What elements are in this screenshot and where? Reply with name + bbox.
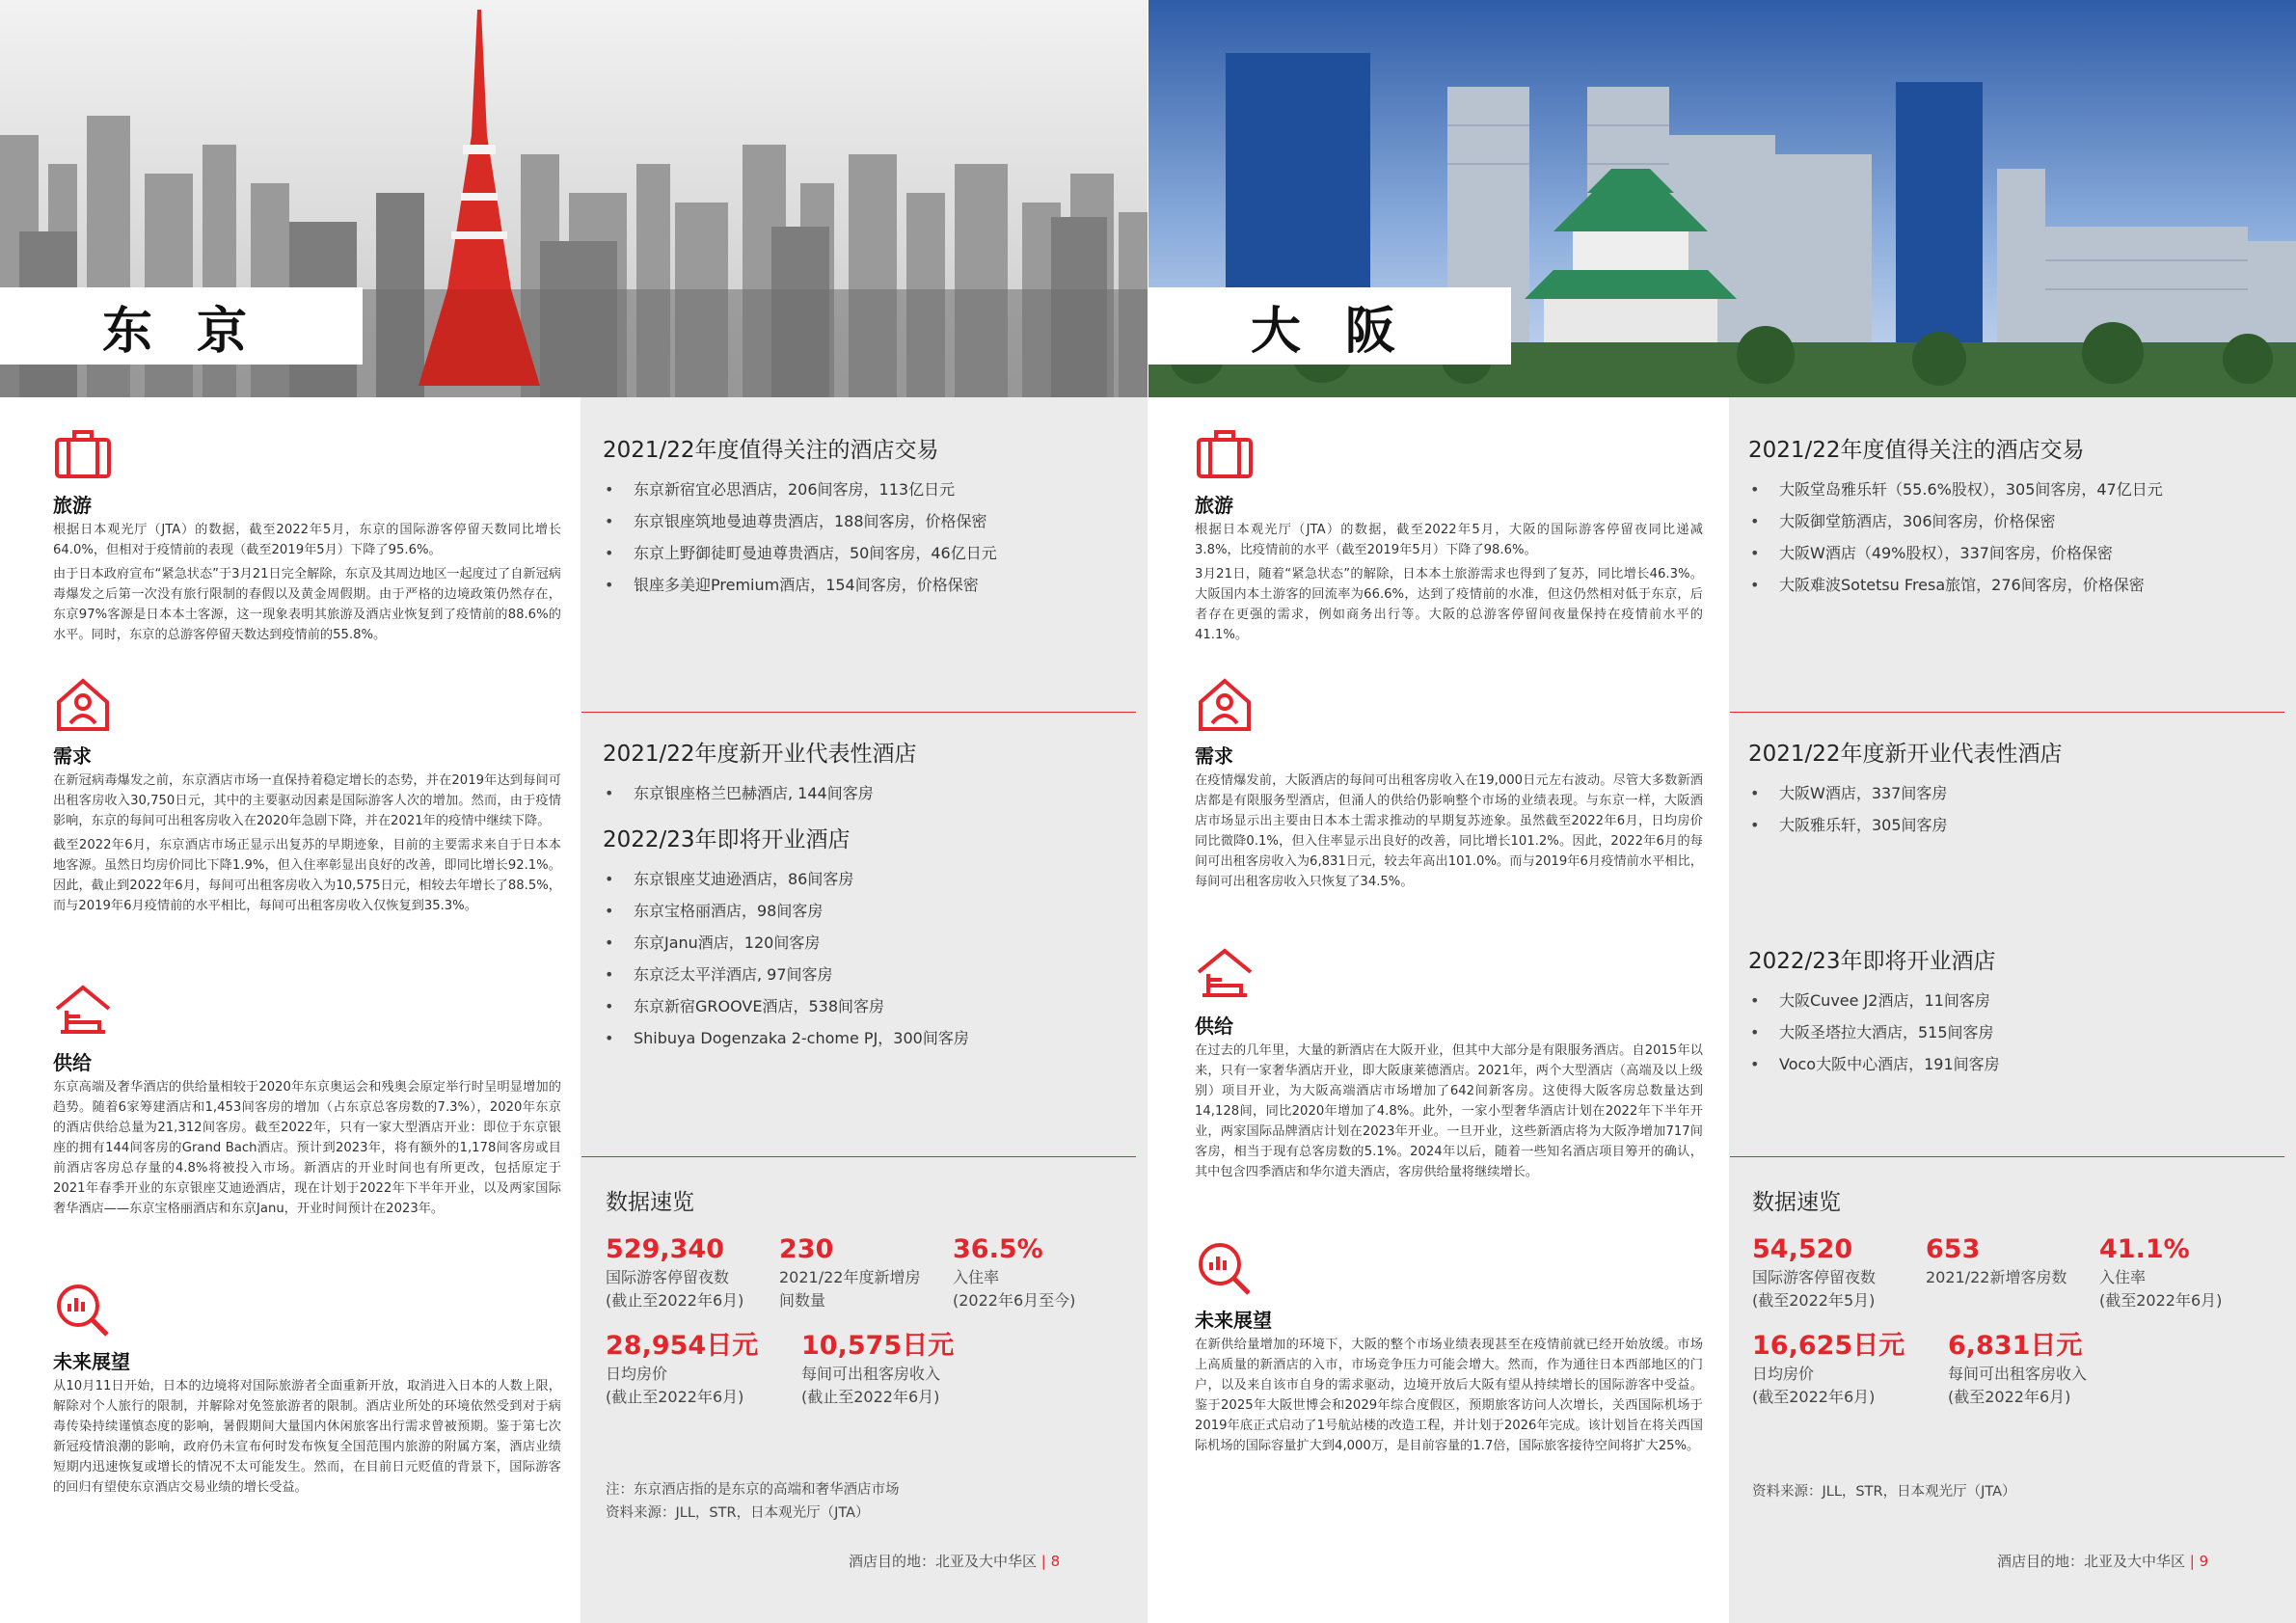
upcoming-title: 2022/23年即将开业酒店 — [603, 827, 851, 852]
demand-section — [53, 675, 561, 982]
outlook-para-1: 在新供给量增加的环境下，大阪的整个市场业绩表现甚至在疫情前就已经开始放缓。市场上高质量的新酒店的入市，市场竞争压力可能会增大。然而，作为通往日本西部地区的门户，以及来自该市自身的需求驱动，边境开放后大阪有望从持续增长的国际游客中受益。鉴于2025年大阪世博会和2029年综合度假区，预期旅客访问人次增长，关西国际机场于2019年底正式启动了1号航站楼的改造工程，并计划于2026年完成。该计划旨在将关西国际机场的国际容量扩大到4,000万，是目前容量的1.7倍，国际旅客接待空间将扩大25%。 — [1195, 1338, 1703, 1453]
outlook-section — [1195, 1239, 1703, 1456]
list-item: • 东京银座艾迪逊酒店，86间客房 — [603, 863, 1123, 895]
divider-line — [581, 1156, 1136, 1157]
bed-house-icon — [53, 982, 113, 1041]
supply-title: 供给 — [1195, 1014, 1233, 1038]
city-title-box — [1148, 287, 1511, 365]
list-item: • 大阪难波Sotetsu Fresa旅馆，276间客房，价格保密 — [1748, 569, 2269, 601]
note-line: 资料来源：JLL，STR，日本观光厅（JTA） — [1752, 1484, 2016, 1500]
note-line: 注：东京酒店指的是东京的高端和奢华酒店市场 — [606, 1482, 900, 1498]
list-item: • 东京银座格兰巴赫酒店, 144间客房 — [603, 777, 1123, 809]
list-item: • 东京Janu酒店，120间客房 — [603, 927, 1123, 959]
stats-title: 数据速览 — [606, 1190, 694, 1215]
stat-value: 41.1% — [2099, 1234, 2190, 1264]
tourism-para-1: 根据日本观光厅（JTA）的数据，截至2022年5月，大阪的国际游客停留夜同比递减3.8%，比疫情前的水平（截至2019年5月）下降了98.6%。 — [1195, 523, 1703, 557]
supply-title: 供给 — [53, 1051, 92, 1074]
chart-magnifier-icon — [1195, 1239, 1255, 1299]
stats-section — [1752, 1184, 2273, 1426]
list-item: • Voco大阪中心酒店，191间客房 — [1748, 1048, 2269, 1080]
tourism-title: 旅游 — [1195, 494, 1233, 517]
page-footer: 酒店目的地：北亚及大中华区 | 9 — [1997, 1553, 2209, 1570]
list-item: • 东京泛太平洋酒店, 97间客房 — [603, 959, 1123, 990]
list-item: • 大阪W酒店，337间客房 — [1748, 777, 2269, 809]
new-openings-section — [1748, 736, 2269, 841]
list-item: • 东京银座筑地曼迪尊贵酒店，188间客房，价格保密 — [603, 505, 1123, 537]
osaka-skyline-photo — [1148, 0, 2296, 397]
stat-value: 653 — [1926, 1234, 1981, 1264]
page-footer: 酒店目的地：北亚及大中华区 | 8 — [849, 1553, 1061, 1570]
stat-label: 入住率 (截至2022年6月) — [2099, 1268, 2223, 1310]
stat-value: 10,575日元 — [801, 1331, 955, 1361]
demand-title: 需求 — [53, 744, 92, 768]
bed-house-icon — [1195, 945, 1255, 1005]
supply-para-1: 在过去的几年里，大量的新酒店在大阪开业，但其中大部分是有限服务酒店。自2015年以来，只有一家奢华酒店开业，即大阪康莱德酒店。2021年，两个大型酒店（高端及以上级别）项目开业，为大阪高端酒店市场增加了642间新客房。这使得大阪客房总数量达到14,128间，同比2020年增加了4.8%。此外，一家小型奢华酒店计划在2022年下半年开业，两家国际品牌酒店计划在2023年开业。一旦开业，这些新酒店将为大阪净增加717间客房，相当于现有总客房数的5.1%。2024年以后，随着一些知名酒店项目筹开的确认，其中包含四季酒店和华尔道夫酒店，客房供给量将继续增长。 — [1195, 1043, 1703, 1179]
demand-title: 需求 — [1195, 744, 1233, 768]
outlook-para-1: 从10月11日开始，日本的边境将对国际旅游者全面重新开放，取消进入日本的人数上限，解除对个人旅行的限制，并解除对免签旅游者的限制。酒店业所处的环境依然受到对于病毒传染持续谨慎态度的影响，暑假期间大量国内休闲旅客出行需求曾被预期。鉴于第七次新冠疫情浪潮的影响，政府仍未宣布何时发布恢复全国范围内旅游的附属方案，酒店业绩短期内迅速恢复或增长的情况不太可能发生。然而，在目前日元贬值的背景下，国际游客的回归有望使东京酒店交易业绩的增长受益。 — [53, 1379, 561, 1495]
upcoming-section — [603, 822, 1123, 1054]
stat-card — [1926, 1233, 2099, 1312]
stat-value: 6,831日元 — [1948, 1331, 2083, 1361]
list-item: • 大阪堂岛雅乐轩（55.6%股权），305间客房，47亿日元 — [1748, 473, 2269, 505]
list-item: • 大阪W酒店（49%股权），337间客房，价格保密 — [1748, 537, 2269, 569]
stat-label: 2021/22年度新增房 间数量 — [779, 1268, 921, 1310]
list-item: • 东京宝格丽酒店，98间客房 — [603, 895, 1123, 927]
stat-label: 入住率 (2022年6月至今) — [953, 1268, 1076, 1310]
person-house-icon — [53, 675, 113, 735]
outlook-title: 未来展望 — [1195, 1309, 1272, 1332]
tokyo-skyline-photo — [0, 0, 1148, 397]
notes — [606, 1478, 1126, 1525]
page-number: 9 — [2199, 1553, 2209, 1570]
list-item: • 东京新宿宜必思酒店，206间客房，113亿日元 — [603, 473, 1123, 505]
deals-title: 2021/22年度值得关注的酒店交易 — [1748, 438, 2085, 463]
page-number: 8 — [1050, 1553, 1061, 1570]
tourism-section — [1195, 424, 1703, 675]
list-item: • 大阪雅乐轩，305间客房 — [1748, 809, 2269, 841]
stat-card — [2099, 1233, 2273, 1312]
topics-column — [53, 424, 561, 1501]
new-openings-section — [603, 736, 1123, 809]
demand-para-2: 截至2022年6月，东京酒店市场正显示出复苏的早期迹象，目前的主要需求来自于日本本地客源。虽然日均房价同比下降1.9%，但入住率彰显出良好的改善，即同比增长92.1%。因此，截止到2022年6月，每间可出租客房收入为10,575日元，相较去年增长了88.5%，而与2019年6月疫情前的水平相比，每间可出租客房收入仅恢复到35.3%。 — [53, 838, 561, 913]
city-title: 大 阪 — [1250, 302, 1410, 361]
stat-label: 每间可出租客房收入 (截至2022年6月) — [1948, 1365, 2088, 1406]
supply-para-1: 东京高端及奢华酒店的供给量相较于2020年东京奥运会和残奥会原定举行时呈明显增加的趋势。随着6家筹建酒店和1,453间客房的增加（占东京总客房数的7.3%），2020年东京的酒店供给总量为21,312间客房。截至2022年，只有一家大型酒店开业：即位于东京银座的拥有144间客房的Grand Bach酒店。预计到2023年，将有额外的1,178间客房或目前酒店客房总存量的4.8%将被投入市场。新酒店的开业时间也有所更改，包括原定于2021年春季开业的东京银座艾迪逊酒店，现在计划于2022年下半年开业，以及两家国际奢华酒店——东京宝格丽酒店和东京Janu，开业时间预计在2023年。 — [53, 1080, 561, 1216]
footer-text: 酒店目的地：北亚及大中华区 — [1997, 1553, 2186, 1570]
demand-para-1: 在新冠病毒爆发之前，东京酒店市场一直保持着稳定增长的态势，并在2019年达到每间可出租客房收入30,750日元，其中的主要驱动因素是国际游客人次的增加。然而，由于疫情影响，东京的每间可出租客房收入在2020年急剧下降，并在2021年的疫情中继续下降。 — [53, 773, 561, 828]
stat-card — [953, 1233, 1126, 1312]
outlook-section — [53, 1281, 561, 1498]
tourism-section — [53, 424, 561, 675]
deals-section — [1748, 432, 2269, 601]
demand-para-1: 在疫情爆发前，大阪酒店的每间可出租客房收入在19,000日元左右波动。尽管大多数新酒店都是有限服务型酒店，但涌人的供给仍影响整个市场的业绩表现。与东京一样，大阪酒店市场显示出主要由日本本土需求推动的早期复苏迹象。虽然截至2022年6月，日均房价同比微降0.1%，但入住率显示出良好的改善，同比增长101.2%。因此，2022年6月的每间可出租客房收入为6,831日元，较去年高出101.0%。而与2019年6月疫情前水平相比，每间可出租客房收入只恢复了34.5%。 — [1195, 773, 1703, 889]
upcoming-section — [1748, 943, 2269, 1080]
list-item: • 大阪Cuvee J2酒店，11间客房 — [1748, 985, 2269, 1016]
city-title: 东 京 — [101, 302, 261, 361]
footer-text: 酒店目的地：北亚及大中华区 — [849, 1553, 1038, 1570]
topics-column — [1195, 424, 1703, 1460]
list-item: • 大阪御堂筋酒店，306间客房，价格保密 — [1748, 505, 2269, 537]
stats-section — [606, 1184, 1126, 1426]
city-title-box — [0, 287, 363, 365]
stat-card — [779, 1233, 953, 1312]
deals-title: 2021/22年度值得关注的酒店交易 — [603, 438, 939, 463]
tourism-para-2: 3月21日，随着“紧急状态”的解除，日本本土旅游需求也得到了复苏，同比增长46.3%。大阪国内本土游客的回流率为66.6%，达到了疫情前的水准，但这仍然相对低于东京，后者存在更强的需求，例如商务出行等。大阪的总游客停留间夜量保持在疫情前水平的41.1%。 — [1195, 567, 1703, 642]
stat-card — [1752, 1233, 1926, 1312]
stat-label: 国际游客停留夜数 (截止至2022年6月) — [606, 1268, 744, 1310]
stat-value: 36.5% — [953, 1234, 1043, 1264]
outlook-title: 未来展望 — [53, 1350, 130, 1373]
divider-line — [1730, 712, 2284, 713]
new-openings-title: 2021/22年度新开业代表性酒店 — [1748, 742, 2063, 767]
stat-card — [606, 1330, 801, 1409]
stat-value: 28,954日元 — [606, 1331, 759, 1361]
stat-label: 日均房价 (截止至2022年6月) — [606, 1365, 744, 1406]
demand-section — [1195, 675, 1703, 945]
stat-card — [801, 1330, 997, 1409]
list-item: • 大阪圣塔拉大酒店，515间客房 — [1748, 1016, 2269, 1048]
stat-value: 16,625日元 — [1752, 1331, 1905, 1361]
tourism-para-2: 由于日本政府宣布“紧急状态”于3月21日完全解除，东京及其周边地区一起度过了自新冠病毒爆发之后第一次没有旅行限制的春假以及黄金周假期。由于严格的边境政策仍然存在，东京97%客源是日本本土客源，这一现象表明其旅游及酒店业恢复到了疫情前的88.6%的水平。同时，东京的总游客停留天数达到疫情前的55.8%。 — [53, 567, 561, 642]
stat-label: 每间可出租客房收入 (截止至2022年6月) — [801, 1365, 941, 1406]
person-house-icon — [1195, 675, 1255, 735]
stat-label: 国际游客停留夜数 (截至2022年5月) — [1752, 1268, 1877, 1310]
supply-section — [1195, 945, 1703, 1239]
stat-value: 529,340 — [606, 1234, 724, 1264]
divider-line — [581, 712, 1136, 713]
note-line: 资料来源：JLL，STR，日本观光厅（JTA） — [606, 1505, 870, 1521]
list-item: • 东京上野御徒町曼迪尊贵酒店，50间客房，46亿日元 — [603, 537, 1123, 569]
tourism-para-1: 根据日本观光厅（JTA）的数据，截至2022年5月，东京的国际游客停留天数同比增长64.0%，但相对于疫情前的表现（截至2019年5月）下降了95.6%。 — [53, 523, 561, 557]
suitcase-icon — [53, 424, 113, 484]
stat-label: 2021/22新增客房数 — [1926, 1268, 2067, 1286]
tourism-title: 旅游 — [53, 494, 92, 517]
deals-section — [603, 432, 1123, 601]
stat-card — [606, 1233, 779, 1312]
stat-card — [1752, 1330, 1948, 1409]
notes — [1752, 1480, 2273, 1503]
stat-card — [1948, 1330, 2144, 1409]
supply-section — [53, 982, 561, 1281]
chart-magnifier-icon — [53, 1281, 113, 1340]
stats-title: 数据速览 — [1752, 1190, 1841, 1215]
divider-line — [1730, 1156, 2284, 1157]
suitcase-icon — [1195, 424, 1255, 484]
stat-value: 54,520 — [1752, 1234, 1853, 1264]
list-item: • Shibuya Dogenzaka 2-chome PJ，300间客房 — [603, 1022, 1123, 1054]
new-openings-title: 2021/22年度新开业代表性酒店 — [603, 742, 917, 767]
list-item: • 东京新宿GROOVE酒店，538间客房 — [603, 990, 1123, 1022]
list-item: • 银座多美迎Premium酒店，154间客房，价格保密 — [603, 569, 1123, 601]
upcoming-title: 2022/23年即将开业酒店 — [1748, 949, 1996, 974]
stat-value: 230 — [779, 1234, 834, 1264]
stat-label: 日均房价 (截至2022年6月) — [1752, 1365, 1876, 1406]
page-osaka — [1148, 0, 2296, 1623]
